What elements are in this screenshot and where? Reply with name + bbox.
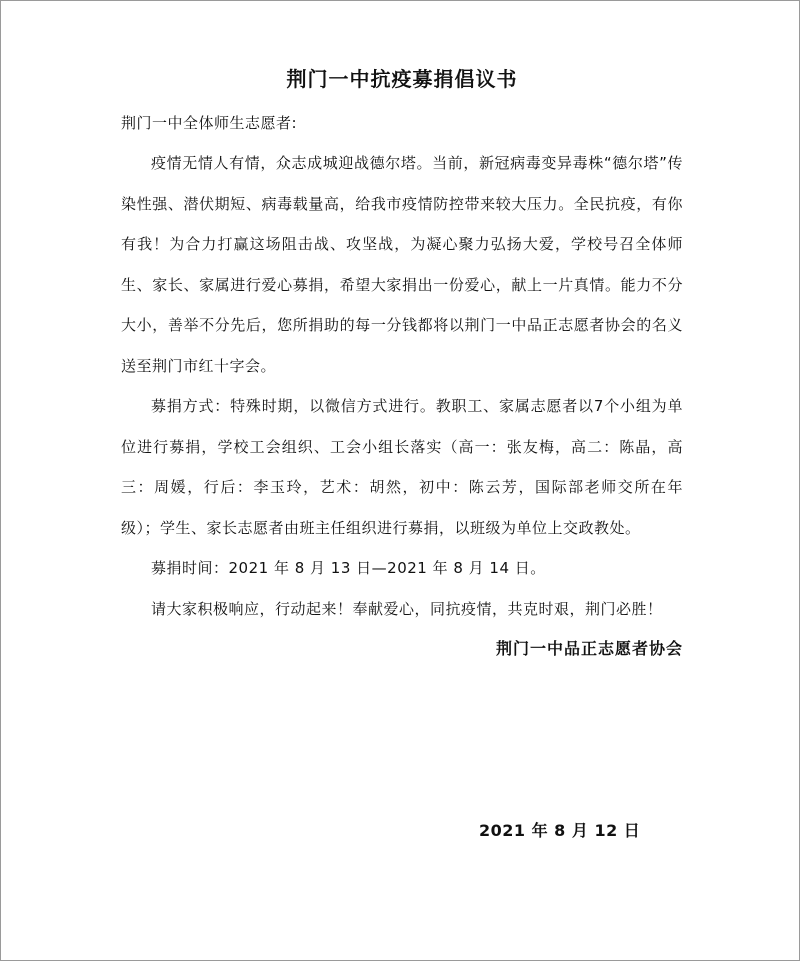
document-body <box>121 63 683 669</box>
signature: 荆门一中品正志愿者协会 <box>495 639 683 658</box>
signature-date: 2021 年 8 月 12 日 <box>479 821 641 840</box>
paragraph-closing: 请大家积极响应，行动起来！奉献爱心，同抗疫情，共克时艰，荆门必胜！ <box>151 599 663 618</box>
paragraph-method: 募捐方式：特殊时期，以微信方式进行。教职工、家属志愿者以7个小组为单位进行募捐，学校工会组织、工会小组长落实（高一：张友梅，高二：陈晶，高三：周媛，行后：李玉玲，艺术：胡然，初中：陈云芳，国际部老师交所在年级）；学生、家长志愿者由班主任组织进行募捐，以班级为单位上交政教处。 <box>121 397 683 537</box>
paragraph-time: 募捐时间：2021 年 8 月 13 日—2021 年 8 月 14 日。 <box>151 559 546 577</box>
paragraph-intro: 疫情无情人有情，众志成城迎战德尔塔。当前，新冠病毒变异毒株“德尔塔”传染性强、潜伏期短、病毒载量高，给我市疫情防控带来较大压力。全民抗疫，有你有我！为合力打赢这场阻击战、攻坚战，为凝心聚力弘扬大爱，学校号召全体师生、家长、家属进行爱心募捐，希望大家捐出一份爱心，献上一片真情。能力不分大小，善举不分先后，您所捐助的每一分钱都将以荆门一中品正志愿者协会的名义送至荆门市红十字会。 <box>121 154 683 375</box>
document-title: 荆门一中抗疫募捐倡议书 <box>286 67 518 91</box>
salutation: 荆门一中全体师生志愿者: <box>121 114 298 132</box>
